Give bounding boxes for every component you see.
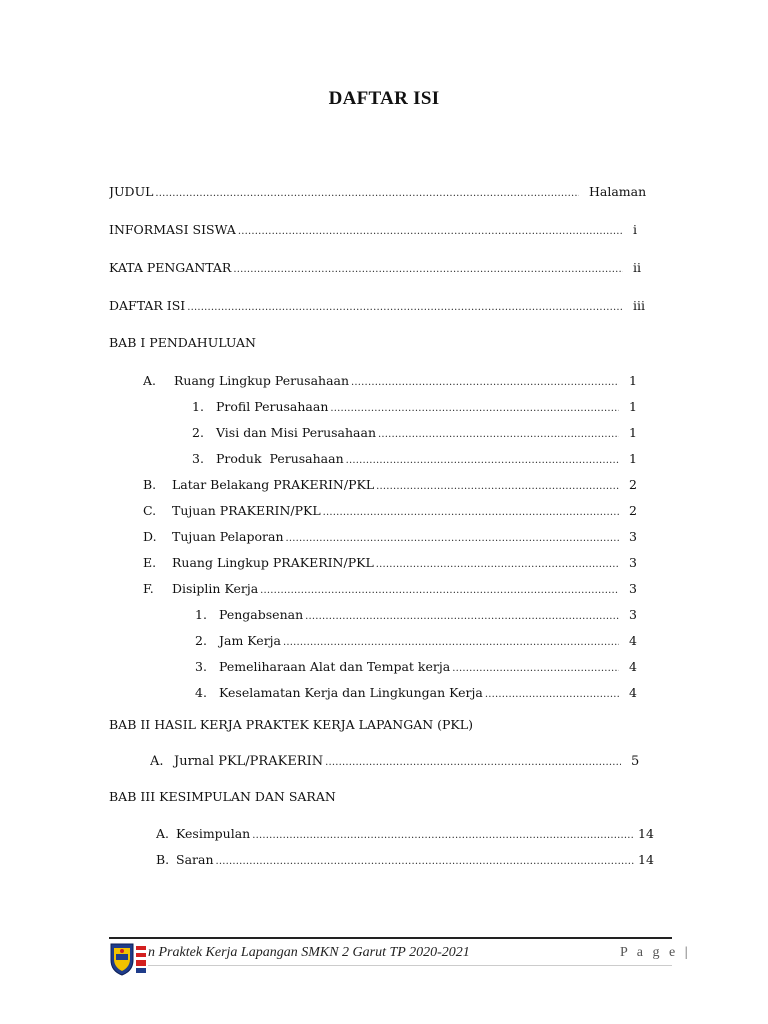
toc-entry-page: Halaman — [589, 184, 647, 199]
leader-dots — [378, 429, 619, 440]
toc-entry-disiplin-kerja[interactable] — [143, 581, 653, 596]
toc-entry-page: 14 — [638, 852, 654, 867]
toc-entry-label: Pemeliharaan Alat dan Tempat kerja — [219, 659, 451, 674]
toc-entry-page: 1 — [629, 373, 637, 388]
leader-dots — [260, 585, 619, 596]
toc-entry-label: Produk Perusahaan — [216, 451, 344, 466]
toc-entry-saran[interactable] — [156, 852, 662, 867]
leader-dots — [283, 637, 619, 648]
leader-dots — [323, 507, 619, 518]
toc-entry-ruang-lingkup-prakerin[interactable] — [143, 555, 653, 570]
leader-dots — [376, 481, 619, 492]
page-title: DAFTAR ISI — [328, 88, 440, 109]
leader-dots — [485, 689, 619, 700]
toc-entry-page: 2 — [629, 477, 637, 492]
leader-dots — [252, 830, 634, 841]
toc-entry-label: Disiplin Kerja — [172, 581, 259, 596]
toc-entry-page: 2 — [629, 503, 637, 518]
leader-dots — [452, 663, 619, 674]
toc-entry-daftar-isi[interactable] — [109, 298, 657, 313]
toc-entry-label: Profil Perusahaan — [216, 399, 329, 414]
leader-dots — [346, 455, 619, 466]
toc-entry-kesimpulan[interactable] — [156, 826, 662, 841]
toc-entry-label: Tujuan Pelaporan — [172, 529, 284, 544]
toc-entry-page: i — [633, 222, 637, 237]
toc-entry-marker: 2. — [192, 425, 204, 440]
toc-entry-marker: 3. — [195, 659, 207, 674]
toc-entry-pemeliharaan-alat[interactable] — [195, 659, 653, 674]
toc-entry-label: DAFTAR ISI — [109, 298, 186, 313]
toc-entry-label: Kesimpulan — [176, 826, 251, 841]
toc-entry-label: JUDUL — [109, 184, 154, 199]
footer-rule-thin — [109, 965, 672, 966]
toc-entry-label: Pengabsenan — [219, 607, 304, 622]
toc-entry-label: Keselamatan Kerja dan Lingkungan Kerja — [219, 685, 483, 700]
toc-entry-ruang-lingkup-perusahaan[interactable] — [143, 373, 653, 388]
toc-entry-marker: B. — [156, 852, 170, 867]
leader-dots — [351, 377, 619, 388]
toc-entry-page: 4 — [629, 633, 637, 648]
toc-entry-label: KATA PENGANTAR — [109, 260, 232, 275]
toc-entry-marker: A. — [156, 826, 170, 841]
leader-dots — [216, 856, 635, 867]
toc-entry-tujuan-pelaporan[interactable] — [143, 529, 653, 544]
leader-dots — [330, 403, 619, 414]
toc-entry-tujuan-prakerin[interactable] — [143, 503, 653, 518]
toc-entry-label: Visi dan Misi Perusahaan — [216, 425, 376, 440]
toc-entry-informasi-siswa[interactable] — [109, 222, 657, 237]
toc-entry-page: 4 — [629, 659, 637, 674]
toc-entry-marker: 2. — [195, 633, 207, 648]
leader-dots — [305, 611, 619, 622]
leader-dots — [238, 226, 623, 237]
toc-entry-marker: E. — [143, 555, 157, 570]
toc-entry-page: 3 — [629, 529, 637, 544]
toc-entry-keselamatan-kerja[interactable] — [195, 685, 653, 700]
toc-entry-page: ii — [633, 260, 641, 275]
toc-entry-marker: F. — [143, 581, 154, 596]
toc-entry-marker: 1. — [195, 607, 207, 622]
toc-entry-page: 1 — [629, 425, 637, 440]
footer-rule — [109, 937, 672, 939]
toc-entry-judul[interactable] — [109, 184, 649, 199]
toc-entry-page: 14 — [638, 826, 654, 841]
toc-entry-jurnal-pkl[interactable] — [150, 754, 655, 769]
toc-entry-jam-kerja[interactable] — [195, 633, 653, 648]
leader-dots — [376, 559, 619, 570]
toc-entry-marker: 4. — [195, 685, 207, 700]
toc-entry-page: 1 — [629, 451, 637, 466]
toc-entry-label: Tujuan PRAKERIN/PKL — [172, 503, 321, 518]
toc-entry-page: 5 — [631, 754, 640, 769]
toc-entry-page: 3 — [629, 555, 637, 570]
toc-entry-marker: A. — [150, 754, 164, 769]
footer-text: n Praktek Kerja Lapangan SMKN 2 Garut TP 2020-2021 — [148, 945, 470, 960]
toc-entry-label: Ruang Lingkup Perusahaan — [174, 373, 350, 388]
toc-entry-marker: 1. — [192, 399, 204, 414]
leader-dots — [325, 757, 621, 768]
toc-entry-label: Ruang Lingkup PRAKERIN/PKL — [172, 555, 374, 570]
toc-entry-kata-pengantar[interactable] — [109, 260, 657, 275]
chapter-heading-bab-1: BAB I PENDAHULUAN — [109, 335, 256, 350]
toc-entry-page: iii — [633, 298, 645, 313]
leader-dots — [233, 264, 623, 275]
toc-entry-produk-perusahaan[interactable] — [192, 451, 653, 466]
leader-dots — [187, 302, 623, 313]
leader-dots — [286, 533, 620, 544]
toc-entry-label: Latar Belakang PRAKERIN/PKL — [172, 477, 375, 492]
toc-entry-latar-belakang[interactable] — [143, 477, 653, 492]
toc-entry-page: 4 — [629, 685, 637, 700]
toc-entry-label: Jurnal PKL/PRAKERIN — [174, 754, 324, 769]
toc-entry-marker: A. — [143, 373, 157, 388]
toc-entry-label: Jam Kerja — [219, 633, 281, 648]
toc-entry-visi-misi[interactable] — [192, 425, 653, 440]
toc-entry-label: INFORMASI SISWA — [109, 222, 236, 237]
school-logo-icon — [108, 940, 148, 978]
toc-entry-label: Saran — [176, 852, 214, 867]
chapter-heading-bab-2: BAB II HASIL KERJA PRAKTEK KERJA LAPANGAN (PKL) — [109, 717, 473, 732]
toc-entry-marker: B. — [143, 477, 157, 492]
toc-entry-profil-perusahaan[interactable] — [192, 399, 653, 414]
toc-entry-page: 1 — [629, 399, 637, 414]
toc-entry-marker: 3. — [192, 451, 204, 466]
footer-page-label: P a g e | — [620, 945, 691, 960]
toc-entry-pengabsenan[interactable] — [195, 607, 653, 622]
toc-entry-page: 3 — [629, 607, 637, 622]
toc-entry-page: 3 — [629, 581, 637, 596]
toc-entry-marker: D. — [143, 529, 157, 544]
toc-entry-marker: C. — [143, 503, 157, 518]
leader-dots — [155, 188, 579, 199]
chapter-heading-bab-3: BAB III KESIMPULAN DAN SARAN — [109, 789, 336, 804]
